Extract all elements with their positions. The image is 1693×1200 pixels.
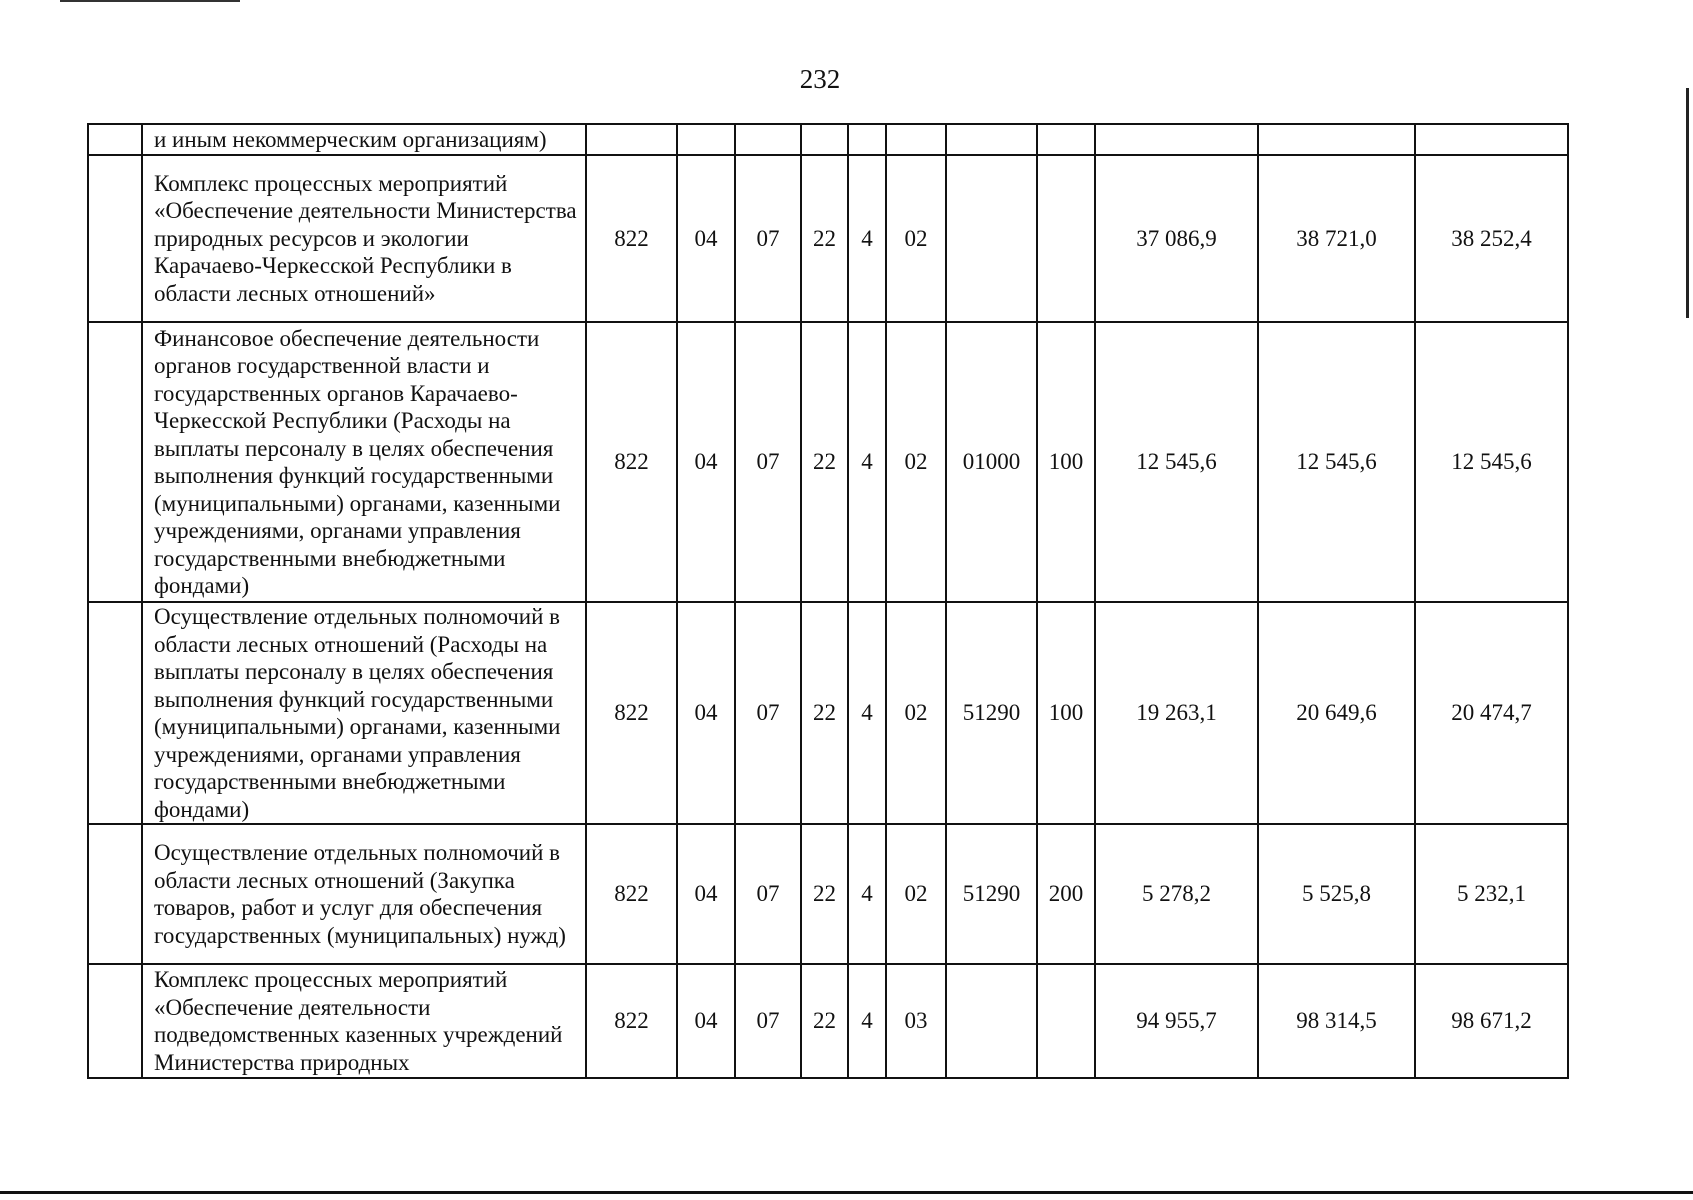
amount-cell: 12 545,6	[1415, 322, 1568, 602]
code-cell	[848, 124, 886, 155]
code-cell: 02	[886, 602, 946, 824]
code-cell: 02	[886, 322, 946, 602]
top-edge-rule	[60, 0, 240, 2]
item-name-cell: Осуществление отдельных полномочий в области лесных отношений (Расходы на выплаты персоналу в целях обеспечения выполнения функций государственными (муниципальными) органами, казенными учреждениями, органами управления государственными внебюджетными фондами)	[142, 602, 586, 824]
code-cell	[1037, 155, 1095, 322]
item-name-cell: и иным некоммерческим организациям)	[142, 124, 586, 155]
code-cell: 822	[586, 602, 677, 824]
code-cell: 822	[586, 322, 677, 602]
code-cell: 02	[886, 824, 946, 964]
amount-cell	[1258, 124, 1415, 155]
code-cell: 4	[848, 824, 886, 964]
item-name-cell: Финансовое обеспечение деятельности органов государственной власти и государственных органов Карачаево-Черкесской Республики (Расходы на выплаты персоналу в целях обеспечения выполнения функций государственными (муниципальными) органами, казенными учреждениями, органами управления государственными внебюджетными фондами)	[142, 322, 586, 602]
amount-cell: 12 545,6	[1258, 322, 1415, 602]
table-row	[88, 124, 1568, 155]
code-cell: 200	[1037, 824, 1095, 964]
amount-cell: 37 086,9	[1095, 155, 1258, 322]
code-cell: 100	[1037, 602, 1095, 824]
code-cell: 01000	[946, 322, 1037, 602]
amount-cell: 38 721,0	[1258, 155, 1415, 322]
amount-cell: 5 232,1	[1415, 824, 1568, 964]
code-cell: 22	[801, 322, 848, 602]
code-cell	[801, 124, 848, 155]
table-row	[88, 824, 1568, 964]
table-row	[88, 602, 1568, 824]
budget-table	[87, 123, 1569, 1079]
table-row	[88, 322, 1568, 602]
table-row	[88, 964, 1568, 1078]
code-cell: 04	[677, 964, 735, 1078]
code-cell: 51290	[946, 824, 1037, 964]
code-cell: 822	[586, 964, 677, 1078]
code-cell: 4	[848, 602, 886, 824]
amount-cell: 38 252,4	[1415, 155, 1568, 322]
amount-cell: 5 278,2	[1095, 824, 1258, 964]
code-cell: 22	[801, 964, 848, 1078]
code-cell: 4	[848, 155, 886, 322]
code-cell	[586, 124, 677, 155]
amount-cell: 12 545,6	[1095, 322, 1258, 602]
item-name-cell: Комплекс процессных мероприятий «Обеспечение деятельности подведомственных казенных учреждений Министерства природных	[142, 964, 586, 1078]
code-cell	[946, 964, 1037, 1078]
code-cell: 07	[735, 824, 801, 964]
amount-cell	[1095, 124, 1258, 155]
code-cell: 04	[677, 824, 735, 964]
amount-cell: 19 263,1	[1095, 602, 1258, 824]
row-number-cell	[88, 155, 142, 322]
amount-cell: 98 671,2	[1415, 964, 1568, 1078]
code-cell	[946, 155, 1037, 322]
amount-cell: 98 314,5	[1258, 964, 1415, 1078]
page-number: 232	[799, 64, 841, 94]
code-cell: 07	[735, 322, 801, 602]
code-cell: 04	[677, 602, 735, 824]
code-cell: 22	[801, 602, 848, 824]
code-cell: 07	[735, 964, 801, 1078]
amount-cell: 94 955,7	[1095, 964, 1258, 1078]
table-row	[88, 155, 1568, 322]
amount-cell: 20 649,6	[1258, 602, 1415, 824]
code-cell	[735, 124, 801, 155]
code-cell: 4	[848, 322, 886, 602]
row-number-cell	[88, 964, 142, 1078]
amount-cell: 5 525,8	[1258, 824, 1415, 964]
code-cell	[1037, 964, 1095, 1078]
code-cell: 822	[586, 824, 677, 964]
code-cell: 04	[677, 322, 735, 602]
code-cell: 22	[801, 824, 848, 964]
code-cell: 822	[586, 155, 677, 322]
item-name-cell: Осуществление отдельных полномочий в области лесных отношений (Закупка товаров, работ и услуг для обеспечения государственных (муниципальных) нужд)	[142, 824, 586, 964]
code-cell: 03	[886, 964, 946, 1078]
row-number-cell	[88, 124, 142, 155]
right-edge-mark	[1686, 88, 1689, 318]
code-cell	[946, 124, 1037, 155]
code-cell: 4	[848, 964, 886, 1078]
code-cell	[1037, 124, 1095, 155]
code-cell: 07	[735, 155, 801, 322]
code-cell: 51290	[946, 602, 1037, 824]
amount-cell: 20 474,7	[1415, 602, 1568, 824]
code-cell: 02	[886, 155, 946, 322]
code-cell	[886, 124, 946, 155]
code-cell	[677, 124, 735, 155]
amount-cell	[1415, 124, 1568, 155]
code-cell: 07	[735, 602, 801, 824]
code-cell: 100	[1037, 322, 1095, 602]
row-number-cell	[88, 602, 142, 824]
code-cell: 04	[677, 155, 735, 322]
code-cell: 22	[801, 155, 848, 322]
bottom-edge-rule	[0, 1191, 1693, 1194]
row-number-cell	[88, 824, 142, 964]
item-name-cell: Комплекс процессных мероприятий «Обеспечение деятельности Министерства природных ресурсов и экологии Карачаево-Черкесской Республики в области лесных отношений»	[142, 155, 586, 322]
row-number-cell	[88, 322, 142, 602]
